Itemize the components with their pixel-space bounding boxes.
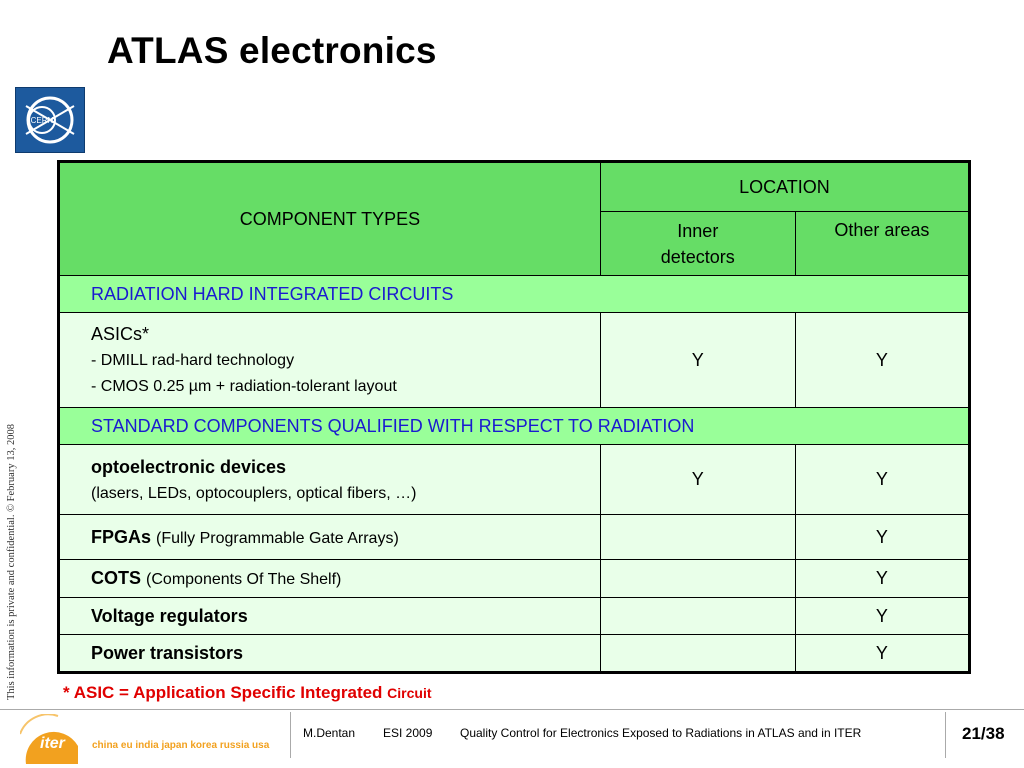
asics-cell xyxy=(59,313,601,408)
slide-title: ATLAS electronics xyxy=(107,30,437,71)
power-inner xyxy=(600,635,795,673)
power-title: Power transistors xyxy=(59,635,601,673)
asic-footnote xyxy=(63,683,432,703)
fpgas-inner xyxy=(600,515,795,560)
header-location: LOCATION xyxy=(600,162,969,212)
header-component-types: COMPONENT TYPES xyxy=(59,162,601,276)
footer-author: M.Dentan xyxy=(303,726,356,740)
iter-logo-text: iter xyxy=(40,735,65,752)
cots-title: COTS xyxy=(91,568,142,588)
asics-inner: Y xyxy=(600,313,795,408)
cots-detail: (Components Of The Shelf) xyxy=(146,571,342,588)
section-radiation-hard: RADIATION HARD INTEGRATED CIRCUITS xyxy=(59,276,970,313)
asics-title: ASICs* xyxy=(91,324,150,344)
asics-cmos: - CMOS 0.25 µm + radiation-tolerant layout xyxy=(91,378,397,395)
asics-dmill: - DMILL rad-hard technology xyxy=(91,352,295,369)
iter-members: china eu india japan korea russia usa xyxy=(92,740,270,751)
asics-other: Y xyxy=(795,313,969,408)
confidential-note: This information is private and confidential. © February 13, 2008 xyxy=(6,424,17,700)
cern-logo-text: CERN xyxy=(30,116,54,125)
footer-event: ESI 2009 xyxy=(383,726,433,740)
footer-divider xyxy=(0,709,1024,710)
header-inner-detectors: Inner detectors xyxy=(600,212,795,276)
fpgas-detail: (Fully Programmable Gate Arrays) xyxy=(156,529,399,547)
fpgas-title: FPGAs xyxy=(91,526,152,547)
footnote-circuit: Circuit xyxy=(387,685,432,701)
page-number: 21/38 xyxy=(962,724,1005,743)
footer-talk-title: Quality Control for Electronics Exposed to Radiations in ATLAS and in ITER xyxy=(460,726,862,740)
voltage-inner xyxy=(600,598,795,635)
opto-cell xyxy=(59,445,601,515)
cots-inner xyxy=(600,560,795,598)
opto-title: optoelectronic devices xyxy=(91,456,287,477)
footnote-main: * ASIC = Application Specific Integrated xyxy=(63,683,388,702)
footer-separator xyxy=(945,712,946,758)
fpgas-other: Y xyxy=(795,515,969,560)
section-standard-components: STANDARD COMPONENTS QUALIFIED WITH RESPECT TO RADIATION xyxy=(59,408,970,445)
header-other-areas: Other areas xyxy=(795,212,969,276)
fpgas-cell xyxy=(59,515,601,560)
opto-detail: (lasers, LEDs, optocouplers, optical fibers, …) xyxy=(91,484,417,502)
cern-logo xyxy=(15,87,85,153)
component-table xyxy=(57,160,971,674)
opto-other: Y xyxy=(795,445,969,515)
footer-separator xyxy=(290,712,291,758)
cots-other: Y xyxy=(795,560,969,598)
opto-inner: Y xyxy=(600,445,795,515)
voltage-title: Voltage regulators xyxy=(59,598,601,635)
power-other: Y xyxy=(795,635,969,673)
voltage-other: Y xyxy=(795,598,969,635)
cots-cell xyxy=(59,560,601,598)
